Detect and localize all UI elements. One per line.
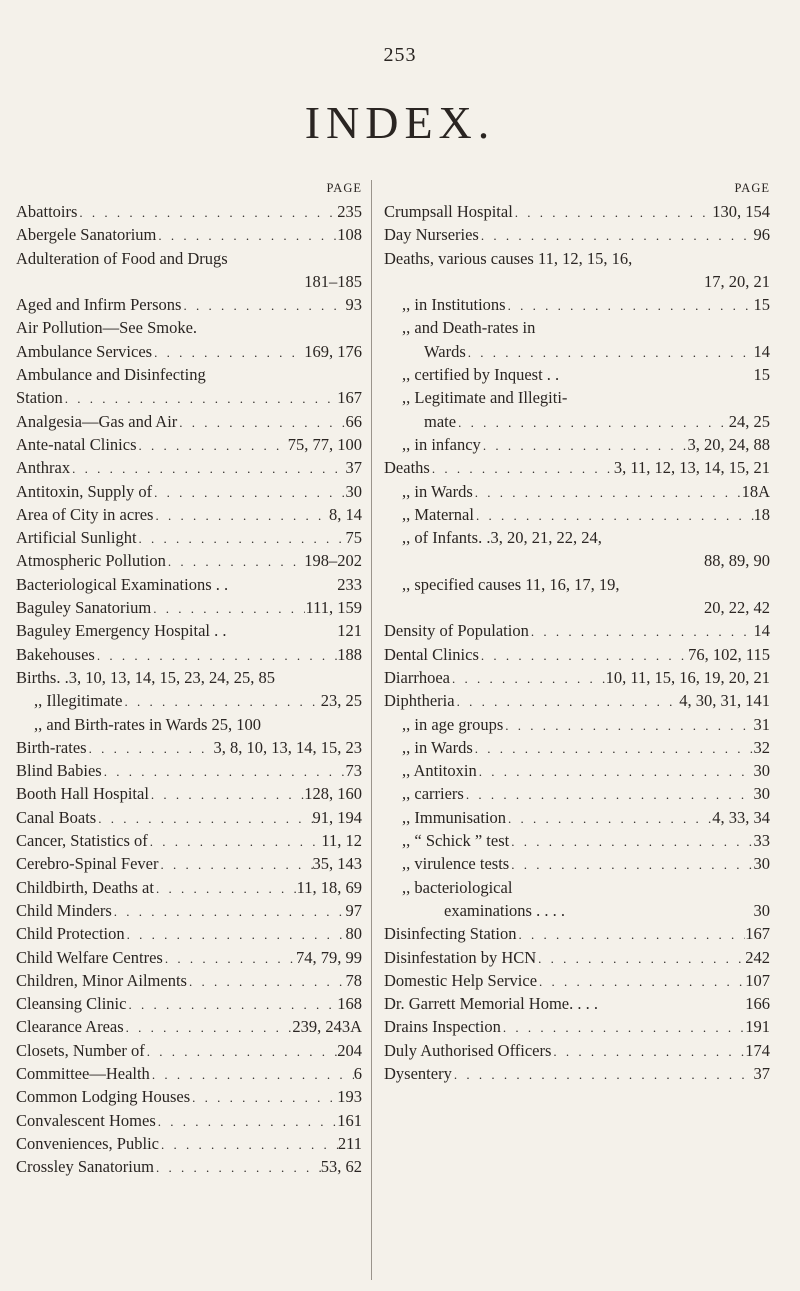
index-list-left — [16, 200, 362, 1178]
entry-pages: 198–202 — [304, 551, 362, 571]
index-entry — [16, 1085, 362, 1108]
entry-term: ,, in infancy — [402, 434, 481, 454]
dot-leader — [501, 1016, 745, 1039]
entry-term: Birth-rates — [16, 737, 87, 757]
dot-leader — [154, 1156, 321, 1179]
entry-pages: 15 — [753, 295, 770, 315]
entry-term: Day Nurseries — [384, 225, 479, 245]
index-entry — [16, 1062, 362, 1085]
index-entry — [16, 410, 362, 433]
entry-pages: 15 — [753, 365, 770, 385]
entry-pages: 11, 12 — [321, 831, 362, 851]
entry-term: ,, “ Schick ” test — [402, 831, 510, 851]
entry-pages: 128, 160 — [304, 784, 362, 804]
index-entry — [16, 969, 362, 992]
dot-leader — [479, 644, 688, 667]
index-entry — [16, 992, 362, 1015]
entry-pages: 11, 18, 69 — [296, 877, 362, 897]
index-entry — [384, 1062, 770, 1085]
index-entry — [16, 270, 362, 293]
dot-leader — [473, 737, 754, 760]
entry-term: ,, carriers — [402, 784, 464, 804]
dot-leader — [122, 690, 320, 713]
entry-term: Baguley Sanatorium — [16, 598, 152, 618]
entry-term: examinations . . . . — [444, 900, 565, 920]
index-entry — [384, 503, 770, 526]
index-entry — [384, 596, 770, 619]
entry-pages: 80 — [345, 924, 362, 944]
entry-term: ,, in Institutions — [402, 295, 506, 315]
dot-leader — [516, 923, 745, 946]
index-entry — [384, 433, 770, 456]
index-entry — [16, 782, 362, 805]
index-entry — [384, 316, 770, 339]
index-entry — [16, 363, 362, 386]
dot-leader — [473, 481, 742, 504]
column-header-right: PAGE — [734, 181, 770, 195]
entry-pages: 53, 62 — [320, 1157, 362, 1177]
entry-term: Bacteriological Examinations . . — [16, 574, 229, 594]
index-entry — [384, 363, 770, 386]
entry-pages: 75, 77, 100 — [287, 434, 362, 454]
dot-leader — [95, 644, 337, 667]
entry-pages: 35, 143 — [312, 854, 362, 874]
entry-term: Deaths — [384, 458, 430, 478]
entry-pages: 188 — [337, 644, 362, 664]
index-entry — [384, 946, 770, 969]
entry-pages: 111, 159 — [305, 598, 362, 618]
entry-term: Wards — [424, 341, 466, 361]
entry-pages: 37 — [345, 458, 362, 478]
entry-term: Atmospheric Pollution — [16, 551, 166, 571]
index-entry — [16, 829, 362, 852]
entry-term: ,, certified by Inquest . . — [402, 365, 560, 385]
entry-pages: 18A — [741, 481, 770, 501]
entry-term: Crossley Sanatorium — [16, 1157, 154, 1177]
entry-pages: 75 — [345, 528, 362, 548]
index-entry — [16, 549, 362, 572]
dot-leader — [474, 504, 754, 527]
index-entry — [16, 456, 362, 479]
entry-term: ,, Legitimate and Illegiti- — [402, 388, 568, 408]
index-entry — [384, 876, 770, 899]
index-entry — [384, 573, 770, 596]
entry-pages: 66 — [345, 411, 362, 431]
entry-term: Canal Boats — [16, 807, 97, 827]
entry-term: Disinfecting Station — [384, 924, 517, 944]
dot-leader — [513, 201, 712, 224]
entry-pages: 6 — [353, 1063, 362, 1083]
column-divider — [371, 180, 372, 1280]
dot-leader — [536, 947, 745, 970]
index-entry — [16, 619, 362, 642]
index-entry — [384, 270, 770, 293]
index-entry — [16, 713, 362, 736]
entry-pages: 24, 25 — [728, 411, 770, 431]
entry-term: ,, Maternal — [402, 504, 474, 524]
entry-term: Diarrhoea — [384, 667, 450, 687]
index-entry — [16, 526, 362, 549]
entry-term: Crumpsall Hospital — [384, 202, 513, 221]
index-entry — [16, 386, 362, 409]
dot-leader — [125, 923, 346, 946]
entry-term: Bakehouses — [16, 644, 95, 664]
entry-term: Ambulance Services — [16, 341, 153, 361]
entry-term: Abergele Sanatorium — [16, 225, 157, 245]
entry-term: Drains Inspection — [384, 1017, 501, 1037]
entry-term: Ambulance and Disinfecting — [16, 365, 206, 385]
index-entry — [16, 596, 362, 619]
dot-leader — [551, 1040, 745, 1063]
dot-leader — [150, 1063, 354, 1086]
entry-term: Antitoxin, Supply of — [16, 481, 153, 501]
index-entry — [384, 480, 770, 503]
entry-pages: 30 — [753, 784, 770, 804]
entry-term: Baguley Emergency Hospital . . — [16, 621, 227, 641]
dot-leader — [148, 830, 322, 853]
index-entry — [16, 759, 362, 782]
index-entry — [16, 806, 362, 829]
index-entry — [384, 223, 770, 246]
entry-pages: 242 — [745, 947, 770, 967]
index-entry — [384, 340, 770, 363]
entry-term: ,, Illegitimate — [34, 691, 123, 711]
index-entry — [16, 899, 362, 922]
entry-term: ,, and Birth-rates in Wards 25, 100 — [34, 714, 262, 734]
index-entry — [384, 643, 770, 666]
dot-leader — [163, 947, 296, 970]
entry-pages: 4, 33, 34 — [712, 807, 770, 827]
entry-term: Anthrax — [16, 458, 71, 478]
entry-pages: 30 — [753, 761, 770, 781]
entry-term: ,, Immunisation — [402, 807, 507, 827]
entry-pages: 169, 176 — [304, 341, 362, 361]
entry-term: Aged and Infirm Persons — [16, 295, 182, 315]
entry-term: Common Lodging Houses — [16, 1087, 191, 1107]
entry-term: ,, virulence tests — [402, 854, 510, 874]
entry-term: Station — [16, 388, 63, 408]
entry-pages: 8, 14 — [329, 504, 362, 524]
index-entry — [16, 293, 362, 316]
entry-pages: 167 — [337, 388, 362, 408]
dot-leader — [479, 224, 754, 247]
index-entry — [16, 433, 362, 456]
entry-term: ,, in Wards — [402, 737, 473, 757]
dot-leader — [156, 224, 337, 247]
entry-pages: 31 — [753, 714, 770, 734]
dot-leader — [455, 690, 680, 713]
entry-pages: 17, 20, 21 — [704, 271, 770, 291]
entry-pages: 32 — [753, 737, 770, 757]
dot-leader — [112, 900, 346, 923]
index-entry — [384, 526, 770, 549]
index-entry — [16, 340, 362, 363]
index-list-right — [384, 200, 770, 1085]
index-entry — [384, 456, 770, 479]
dot-leader — [102, 760, 346, 783]
entry-pages: 167 — [745, 924, 770, 944]
entry-term: ,, in age groups — [402, 714, 504, 734]
entry-term: ,, specified causes 11, 16, 17, 19, — [402, 574, 620, 594]
dot-leader — [509, 853, 753, 876]
dot-leader — [152, 481, 345, 504]
entry-term: Committee—Health — [16, 1063, 150, 1083]
index-entry — [384, 852, 770, 875]
dot-leader — [63, 387, 337, 410]
entry-term: Dental Clinics — [384, 644, 479, 664]
entry-term: Air Pollution—See Smoke. — [16, 318, 198, 338]
index-entry — [384, 806, 770, 829]
column-header-left: PAGE — [326, 181, 362, 195]
entry-term: Childbirth, Deaths at — [16, 877, 154, 897]
index-entry — [16, 946, 362, 969]
entry-term: Analgesia—Gas and Air — [16, 411, 178, 431]
entry-pages: 233 — [337, 574, 362, 594]
entry-pages: 30 — [753, 854, 770, 874]
entry-pages: 191 — [745, 1017, 770, 1037]
entry-term: Blind Babies — [16, 761, 102, 781]
index-entry — [16, 503, 362, 526]
entry-pages: 14 — [753, 341, 770, 361]
entry-term: ,, and Death-rates in — [402, 318, 536, 338]
entry-term: Density of Population — [384, 621, 529, 641]
entry-pages: 107 — [745, 970, 770, 990]
page-title: INDEX. — [304, 97, 496, 148]
entry-pages: 18 — [753, 504, 770, 524]
entry-term: Booth Hall Hospital — [16, 784, 149, 804]
dot-leader — [151, 597, 305, 620]
index-entry — [384, 386, 770, 409]
entry-term: Artificial Sunlight — [16, 528, 137, 548]
index-entry — [16, 1015, 362, 1038]
entry-pages: 10, 11, 15, 16, 19, 20, 21 — [605, 667, 770, 687]
index-column-left — [16, 176, 362, 1178]
index-entry — [384, 759, 770, 782]
dot-leader — [456, 411, 729, 434]
dot-leader — [96, 807, 312, 830]
entry-term: Dr. Garrett Memorial Home. . . . — [384, 994, 598, 1014]
index-entry — [384, 549, 770, 572]
dot-leader — [70, 457, 345, 480]
index-entry — [16, 666, 362, 689]
entry-pages: 3, 20, 24, 88 — [687, 434, 770, 454]
index-entry — [16, 922, 362, 945]
entry-pages: 161 — [337, 1110, 362, 1130]
entry-pages: 4, 30, 31, 141 — [679, 691, 770, 711]
index-entry — [16, 223, 362, 246]
entry-term: Births. .3, 10, 13, 14, 15, 23, 24, 25, 85 — [16, 667, 275, 687]
entry-pages: 3, 8, 10, 13, 14, 15, 23 — [213, 737, 362, 757]
index-entry — [384, 619, 770, 642]
dot-leader — [187, 970, 346, 993]
entry-term: Clearance Areas — [16, 1017, 124, 1037]
entry-term: Deaths, various causes 11, 12, 15, 16, — [384, 248, 633, 268]
index-entry — [384, 666, 770, 689]
dot-leader — [87, 737, 214, 760]
dot-leader — [506, 294, 754, 317]
index-column-right — [384, 176, 770, 1085]
index-entry — [384, 689, 770, 712]
dot-leader — [77, 201, 337, 224]
entry-term: Dysentery — [384, 1063, 452, 1083]
entry-term: ,, Antitoxin — [402, 761, 477, 781]
page-number: 253 — [383, 44, 417, 66]
dot-leader — [452, 1063, 754, 1086]
index-entry — [16, 200, 362, 223]
entry-pages: 20, 22, 42 — [704, 598, 770, 618]
entry-term: ,, bacteriological — [402, 877, 513, 897]
index-entry — [384, 713, 770, 736]
dot-leader — [466, 341, 754, 364]
dot-leader — [159, 1133, 338, 1156]
entry-term: Cancer, Statistics of — [16, 831, 148, 851]
entry-pages: 37 — [753, 1063, 770, 1083]
entry-term: ,, in Wards — [402, 481, 473, 501]
entry-pages: 93 — [345, 295, 362, 315]
entry-term: ,, of Infants. .3, 20, 21, 22, 24, — [402, 528, 602, 548]
entry-term: Closets, Number of — [16, 1040, 145, 1060]
entry-pages: 30 — [345, 481, 362, 501]
index-entry — [16, 316, 362, 339]
index-entry — [384, 1039, 770, 1062]
entry-term: Child Protection — [16, 924, 125, 944]
dot-leader — [506, 807, 712, 830]
dot-leader — [464, 783, 754, 806]
entry-term: Child Welfare Centres — [16, 947, 163, 967]
index-entry — [16, 852, 362, 875]
dot-leader — [154, 877, 297, 900]
entry-term: Cerebro-Spinal Fever — [16, 854, 159, 874]
entry-pages: 96 — [753, 225, 770, 245]
dot-leader — [181, 294, 345, 317]
dot-leader — [124, 1016, 293, 1039]
entry-term: Cleansing Clinic — [16, 994, 127, 1014]
dot-leader — [149, 783, 304, 806]
entry-term: Abattoirs — [16, 202, 78, 221]
entry-pages: 3, 11, 12, 13, 14, 15, 21 — [613, 458, 770, 478]
dot-leader — [145, 1040, 337, 1063]
entry-pages: 239, 243A — [292, 1017, 362, 1037]
entry-pages: 30 — [753, 900, 770, 920]
entry-pages: 130, 154 — [712, 202, 770, 221]
index-entry — [384, 1015, 770, 1038]
dot-leader — [152, 341, 304, 364]
entry-pages: 174 — [745, 1040, 770, 1060]
entry-pages: 168 — [337, 994, 362, 1014]
dot-leader — [477, 760, 754, 783]
entry-term: Area of City in acres — [16, 504, 154, 524]
dot-leader — [430, 457, 614, 480]
entry-pages: 74, 79, 99 — [296, 947, 362, 967]
entry-pages: 97 — [345, 900, 362, 920]
index-entry — [16, 1039, 362, 1062]
entry-term: Disinfestation by HCN — [384, 947, 537, 967]
dot-leader — [159, 853, 313, 876]
entry-pages: 78 — [345, 970, 362, 990]
entry-pages: 166 — [745, 994, 770, 1014]
entry-pages: 193 — [337, 1087, 362, 1107]
index-entry — [384, 782, 770, 805]
entry-term: Adulteration of Food and Drugs — [16, 248, 228, 268]
entry-term: Convalescent Homes — [16, 1110, 156, 1130]
index-entry — [16, 689, 362, 712]
entry-term: Duly Authorised Officers — [384, 1040, 552, 1060]
entry-term: mate — [424, 411, 457, 431]
index-entry — [384, 736, 770, 759]
dot-leader — [153, 504, 329, 527]
entry-pages: 88, 89, 90 — [704, 551, 770, 571]
entry-pages: 121 — [337, 621, 362, 641]
entry-pages: 211 — [337, 1133, 362, 1153]
dot-leader — [503, 714, 753, 737]
index-entry — [384, 922, 770, 945]
entry-pages: 204 — [337, 1040, 362, 1060]
index-entry — [16, 480, 362, 503]
dot-leader — [177, 411, 345, 434]
entry-pages: 235 — [337, 202, 362, 221]
entry-pages: 76, 102, 115 — [688, 644, 770, 664]
dot-leader — [481, 434, 688, 457]
dot-leader — [156, 1110, 337, 1133]
entry-pages: 108 — [337, 225, 362, 245]
index-entry — [16, 1155, 362, 1178]
index-entry — [16, 876, 362, 899]
dot-leader — [126, 993, 337, 1016]
dot-leader — [450, 667, 606, 690]
entry-term: Ante-natal Clinics — [16, 434, 137, 454]
entry-term: Child Minders — [16, 900, 112, 920]
entry-term: Diphtheria — [384, 691, 455, 711]
dot-leader — [190, 1086, 337, 1109]
dot-leader — [137, 434, 288, 457]
entry-term: Conveniences, Public — [16, 1133, 159, 1153]
index-entry — [384, 899, 770, 922]
index-entry — [16, 736, 362, 759]
index-entry — [16, 1109, 362, 1132]
entry-pages: 33 — [753, 831, 770, 851]
entry-pages: 14 — [753, 621, 770, 641]
entry-term: Domestic Help Service — [384, 970, 538, 990]
index-entry — [16, 1132, 362, 1155]
entry-pages: 91, 194 — [312, 807, 362, 827]
entry-pages: 181–185 — [304, 271, 362, 291]
index-entry — [384, 293, 770, 316]
dot-leader — [137, 527, 346, 550]
entry-term: Children, Minor Ailments — [16, 970, 187, 990]
index-entry — [16, 573, 362, 596]
index-entry — [384, 410, 770, 433]
dot-leader — [537, 970, 745, 993]
dot-leader — [529, 620, 754, 643]
index-entry — [16, 247, 362, 270]
index-entry — [384, 247, 770, 270]
index-entry — [384, 200, 770, 223]
entry-pages: 73 — [345, 761, 362, 781]
index-entry — [384, 829, 770, 852]
index-entry — [384, 969, 770, 992]
dot-leader — [509, 830, 753, 853]
index-entry — [16, 643, 362, 666]
index-entry — [384, 992, 770, 1015]
dot-leader — [166, 550, 304, 573]
entry-pages: 23, 25 — [320, 691, 362, 711]
